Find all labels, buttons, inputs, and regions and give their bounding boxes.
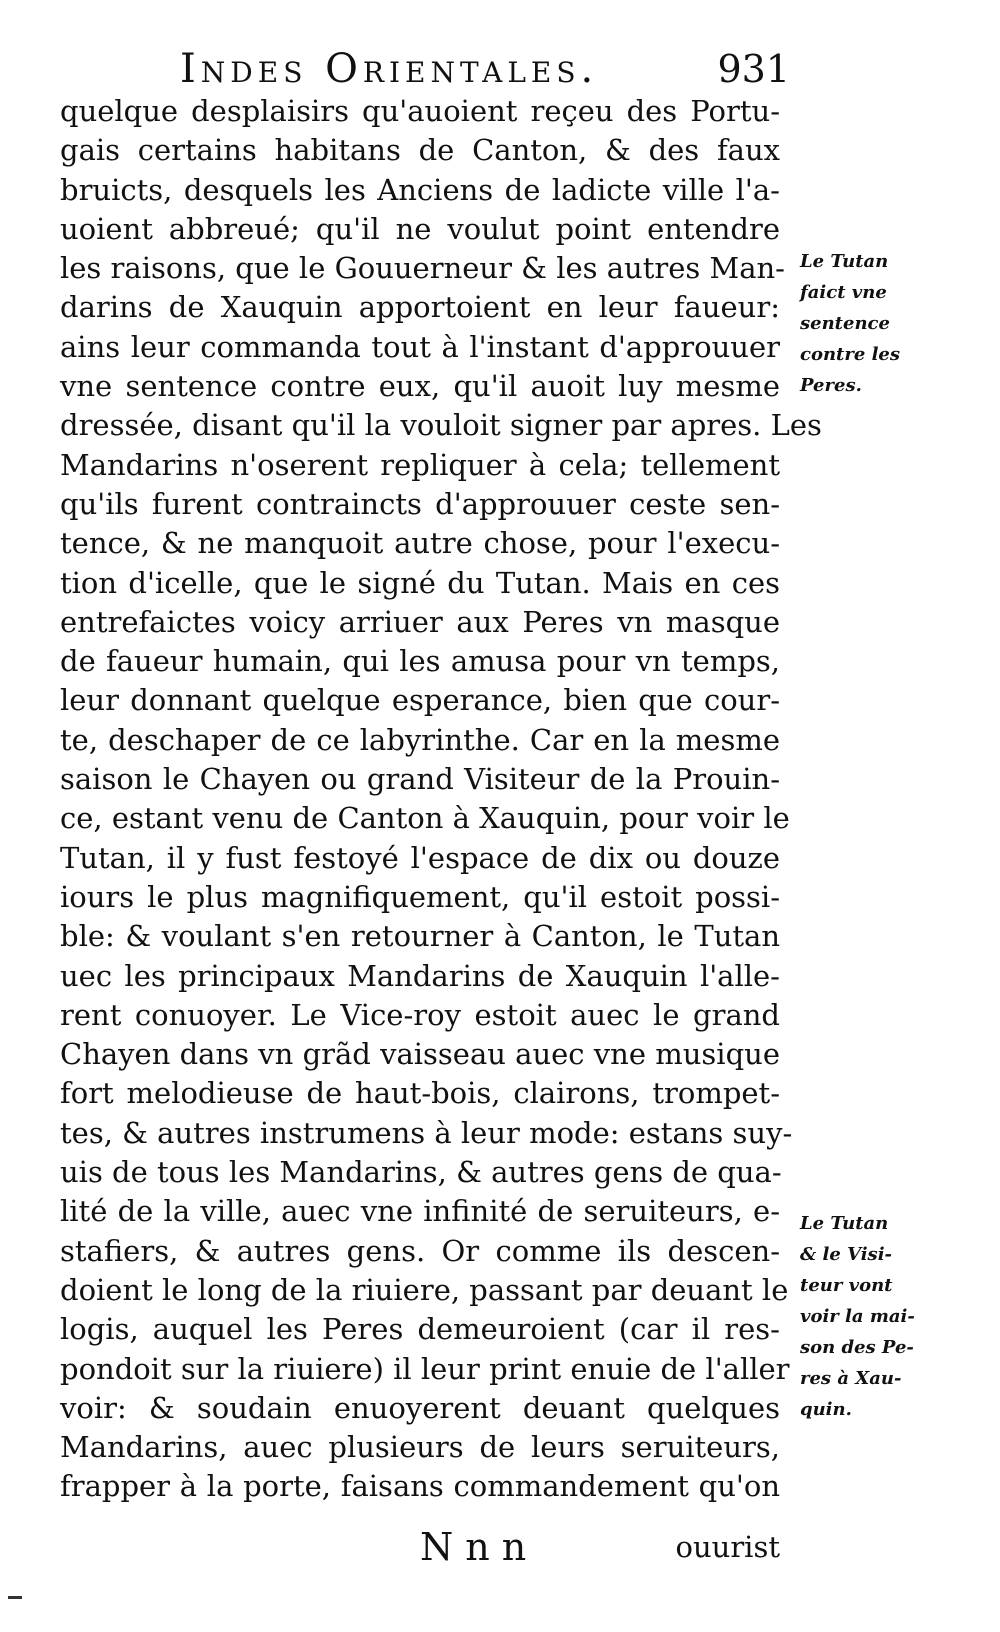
footer-catchwords [60,1522,780,1572]
text-line: bruicts, desquels les Anciens de ladicte ville l'a- [60,172,780,207]
running-title: Indes Orientales. [180,46,599,92]
marginal-note [800,1208,980,1425]
text-line: tes, & autres instrumens à leur mode: estans suy- [60,1115,793,1150]
text-line: uoient abbreué; qu'il ne voulut point entendre [60,211,780,246]
text-line: voir: & soudain enuoyerent deuant quelques [60,1390,780,1425]
text-line: ce, estant venu de Canton à Xauquin, pour voir le [60,801,790,836]
marginal-note-line: voir la mai- [800,1306,915,1327]
text-line: frapper à la porte, faisans commandement qu'on [60,1469,780,1504]
marginal-note-line: son des Pe- [800,1337,914,1358]
text-line: quelque desplaisirs qu'auoient reçeu des Portu- [60,94,780,128]
page-number: 931 [717,47,790,91]
text-line: darins de Xauquin apportoient en leur faueur: [60,290,780,325]
marginal-note [800,246,980,401]
text-line: uec les principaux Mandarins de Xauquin l'alle- [60,958,780,993]
marginal-note-line: res à Xau- [800,1368,902,1389]
text-line: Mandarins, auec plusieurs de leurs seruiteurs, [60,1430,780,1465]
text-line: gais certains habitans de Canton, & des faux [60,133,780,168]
text-line: vne sentence contre eux, qu'il auoit luy mesme [60,369,780,404]
text-line: stafiers, & autres gens. Or comme ils descen- [60,1233,780,1268]
text-line: qu'ils furent contraincts d'approuuer ceste sen- [60,486,780,521]
marginal-note-line: Le Tutan [800,1213,889,1234]
text-line: tion d'icelle, que le signé du Tutan. Mais en ces [60,565,780,600]
text-line: te, deschaper de ce labyrinthe. Car en la mesme [60,722,780,757]
text-line: tence, & ne manquoit autre chose, pour l'execu- [60,526,780,561]
text-line: lité de la ville, auec vne infinité de seruiteurs, e- [60,1194,780,1229]
marginal-note-line: Le Tutan [800,251,889,272]
text-line: logis, auquel les Peres demeuroient (car il res- [60,1312,780,1347]
text-line: de faueur humain, qui les amusa pour vn temps, [60,644,780,679]
marginal-note-line: quin. [800,1399,852,1420]
text-line: Chayen dans vn grãd vaisseau auec vne musique [60,1037,780,1072]
marginal-note-line: contre les [800,344,900,365]
text-line: ble: & voulant s'en retourner à Canton, le Tutan [60,919,780,954]
text-line: entrefaictes voicy arriuer aux Peres vn masque [60,604,780,639]
text-line: pondoit sur la riuiere) il leur print enuie de l'aller [60,1351,790,1386]
text-line: rent conuoyer. Le Vice-roy estoit auec le grand [60,997,780,1032]
body-text [60,92,822,1507]
running-head [150,44,790,94]
marginal-note-line: Peres. [800,375,862,396]
marginal-note-line: sentence [800,313,890,334]
page-edge-mark [8,1596,22,1599]
marginal-note-line: faict vne [800,282,887,303]
text-line: leur donnant quelque esperance, bien que cour- [60,683,780,718]
text-line: iours le plus magnifiquement, qu'il estoit possi- [60,879,780,914]
text-line: Mandarins n'oserent repliquer à cela; tellement [60,447,780,482]
text-line: les raisons, que le Gouuerneur & les autres Man- [60,251,785,286]
marginal-note-line: teur vont [800,1275,893,1296]
text-line: doient le long de la riuiere, passant par deuant le [60,1272,789,1307]
catchword: ouurist [675,1530,780,1564]
text-line: Tutan, il y fust festoyé l'espace de dix ou douze [60,840,780,875]
text-line: dressée, disant qu'il la vouloit signer par apres. Les [60,408,822,443]
signature-mark: Nnn [420,1525,539,1569]
text-line: ains leur commanda tout à l'instant d'approuuer [60,329,780,364]
text-line: uis de tous les Mandarins, & autres gens de qua- [60,1155,782,1190]
text-line: saison le Chayen ou grand Visiteur de la Prouin- [60,762,780,797]
marginal-note-line: & le Visi- [800,1244,893,1265]
text-line: fort melodieuse de haut-bois, clairons, trompet- [60,1076,780,1111]
